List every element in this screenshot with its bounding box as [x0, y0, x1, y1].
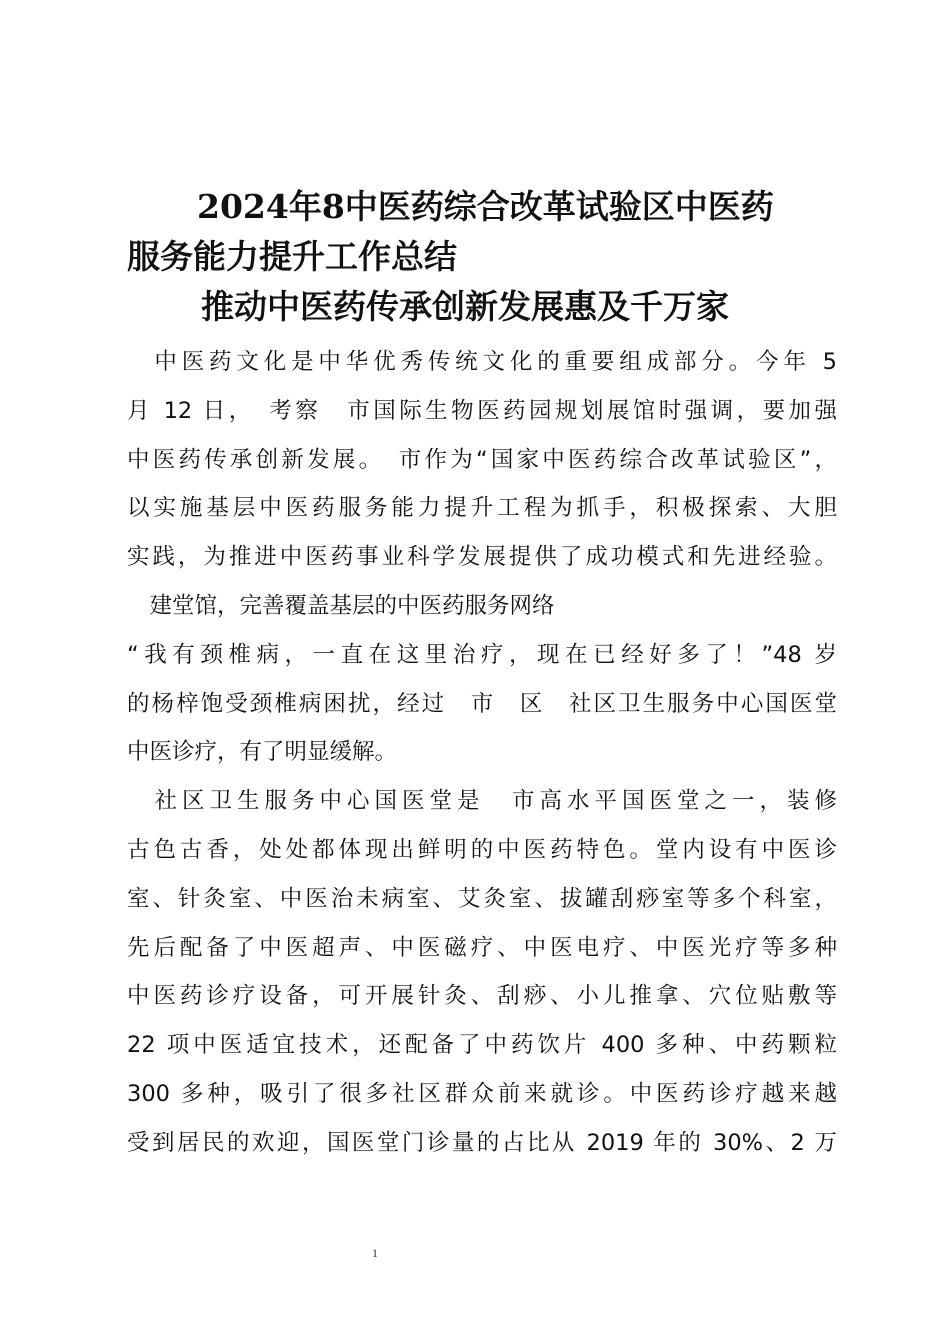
body-line: 社区卫生服务中心国医堂是 市高水平国医堂之一，装修 [127, 788, 837, 815]
body-line: 室、针灸室、中医治未病室、艾灸室、拔罐刮痧室等多个科室， [127, 885, 837, 912]
body-line: 中医药传承创新发展。 市作为“国家中医药综合改革试验区”， [127, 446, 837, 473]
document-body [127, 338, 837, 1168]
page-number: 1 [372, 1246, 378, 1260]
body-line: 以实施基层中医药服务能力提升工程为抓手，积极探索、大胆 [127, 495, 837, 522]
body-line: 的杨梓饱受颈椎病困扰，经过 市 区 社区卫生服务中心国医堂 [127, 690, 837, 717]
body-line: 实践，为推进中医药事业科学发展提供了成功模式和先进经验。 [127, 544, 837, 571]
body-line: 受到居民的欢迎，国医堂门诊量的占比从 2019 年的 30%、2 万 [127, 1129, 837, 1156]
body-line: 中医药诊疗设备，可开展针灸、刮痧、小儿推拿、穴位贴敷等 [127, 983, 837, 1010]
title-line-2: 服务能力提升工作总结 [127, 237, 457, 276]
section-heading: 建堂馆，完善覆盖基层的中医药服务网络 [127, 592, 555, 619]
document-title [127, 182, 837, 332]
body-line: 300 多种，吸引了很多社区群众前来就诊。中医药诊疗越来越 [127, 1080, 837, 1107]
title-line-1: 2024年8中医药综合改革试验区中医药 [197, 187, 774, 226]
subtitle: 推动中医药传承创新发展惠及千万家 [201, 287, 729, 326]
body-line: 月 12 日， 考察 市国际生物医药园规划展馆时强调，要加强 [127, 397, 837, 424]
body-line: 中医药文化是中华优秀传统文化的重要组成部分。今年 5 [127, 349, 837, 375]
body-line: “我有颈椎病，一直在这里治疗，现在已经好多了！”48 岁 [127, 641, 837, 668]
body-line: 古色古香，处处都体现出鲜明的中医药特色。堂内设有中医诊 [127, 836, 837, 863]
body-line: 先后配备了中医超声、中医磁疗、中医电疗、中医光疗等多种 [127, 934, 837, 961]
body-line: 22 项中医适宜技术，还配备了中药饮片 400 多种、中药颗粒 [127, 1032, 837, 1059]
body-line: 中医诊疗，有了明显缓解。 [127, 739, 398, 766]
